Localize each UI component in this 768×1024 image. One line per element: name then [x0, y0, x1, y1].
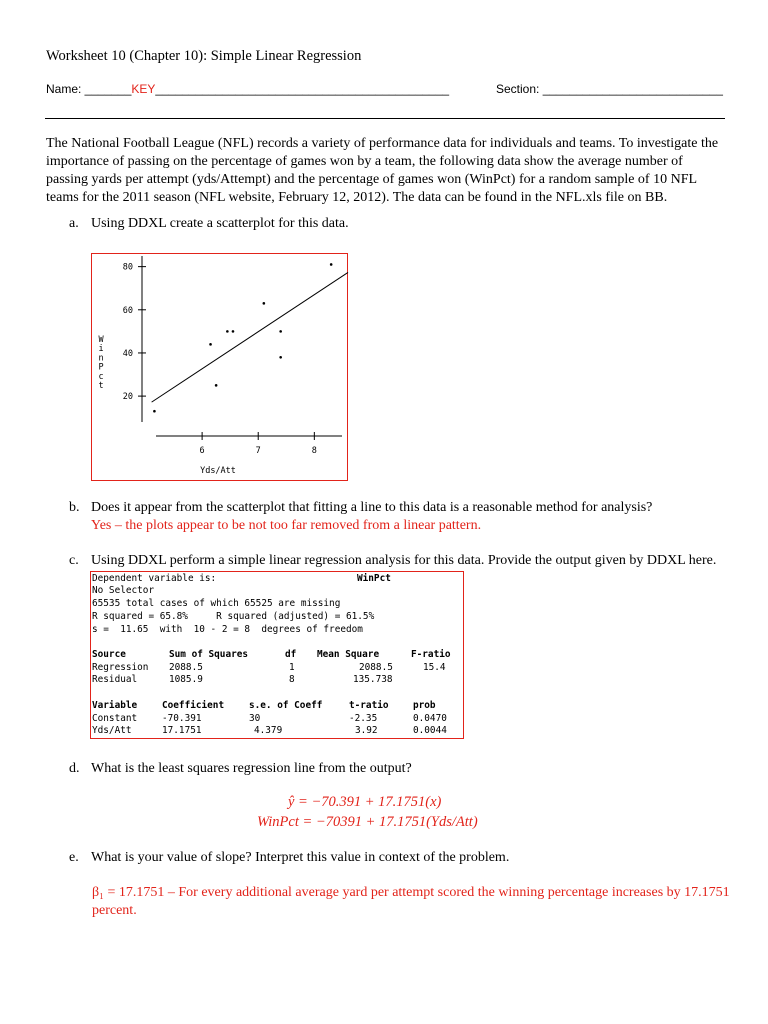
- coef-header-t: t-ratio: [349, 700, 389, 711]
- y-tick-label-40: 40: [122, 348, 133, 359]
- scatter-point: [226, 330, 229, 333]
- question-e: [69, 849, 509, 867]
- question-c-label: c.: [69, 553, 79, 568]
- answer-e-line1: β₁ = 17.1751 – For every additional average yard per attempt scored the winning percentage increases by 17.1751: [92, 885, 730, 900]
- anova-regression-f: 15.4: [423, 662, 446, 673]
- header-divider: [45, 118, 725, 119]
- dependent-variable-value: WinPct: [357, 573, 391, 584]
- anova-residual-ss: 1085.9: [169, 674, 203, 685]
- anova-header-ss: Sum of Squares: [169, 649, 249, 660]
- regression-line: [152, 272, 348, 402]
- coef-header-coefficient: Coefficient: [162, 700, 225, 711]
- y-axis-label-letter: i: [98, 344, 104, 355]
- y-tick-label-20: 20: [122, 392, 133, 403]
- anova-header-ms: Mean Square: [317, 649, 380, 660]
- section-field: Section: ___________________________: [496, 82, 723, 96]
- anova-residual-df: 8: [289, 674, 295, 685]
- anova-regression-ss: 2088.5: [169, 662, 203, 673]
- question-d: [69, 760, 412, 778]
- x-tick-label-8: 8: [311, 446, 317, 456]
- y-axis-label-letter: t: [98, 381, 104, 391]
- anova-regression-ms: 2088.5: [359, 662, 393, 673]
- scatter-point: [330, 263, 333, 266]
- name-value: KEY: [131, 82, 156, 96]
- coef-slope-name: Yds/Att: [92, 725, 132, 736]
- question-b-label: b.: [69, 500, 80, 515]
- y-tick-label-80: 80: [122, 262, 133, 273]
- cases-line: 65535 total cases of which 65525 are missing: [92, 598, 341, 609]
- selector-line: No Selector: [92, 585, 155, 596]
- anova-regression-source: Regression: [92, 662, 149, 673]
- question-a-text: Using DDXL create a scatterplot for this data.: [91, 216, 349, 231]
- coef-constant-t: -2.35: [349, 713, 378, 724]
- coef-header-variable: Variable: [92, 700, 138, 711]
- coef-constant-prob: 0.0470: [413, 713, 447, 724]
- coef-header-prob: prob: [413, 700, 436, 711]
- ddxl-output: [90, 571, 464, 739]
- answer-e-line2: percent.: [92, 903, 137, 918]
- scatter-point: [263, 302, 266, 305]
- anova-header-df: df: [285, 649, 297, 660]
- dependent-variable-label: Dependent variable is:: [92, 573, 217, 584]
- coef-slope-t: 3.92: [355, 725, 378, 736]
- r-squared-line: R squared = 65.8% R squared (adjusted) = 61.5%: [92, 611, 375, 622]
- name-line: ____________________________________________: [155, 82, 450, 96]
- name-field: [46, 82, 449, 96]
- scatterplot: [92, 254, 349, 482]
- worksheet-title: Worksheet 10 (Chapter 10): Simple Linear Regression: [46, 48, 362, 64]
- anova-header-source: Source: [92, 649, 126, 660]
- coef-slope-value: 17.1751: [162, 725, 202, 736]
- scatter-point: [153, 410, 156, 413]
- y-axis-label-letter: c: [98, 371, 104, 382]
- anova-residual-source: Residual: [92, 674, 138, 685]
- x-tick-label-7: 7: [255, 446, 261, 456]
- y-axis-label-letter: P: [98, 362, 104, 373]
- question-e-text: What is your value of slope? Interpret this value in context of the problem.: [91, 850, 510, 865]
- coef-slope-prob: 0.0044: [413, 725, 447, 736]
- coef-header-se: s.e. of Coeff: [249, 700, 323, 711]
- intro-paragraph: The National Football League (NFL) records a variety of performance data for individuals and teams. To investigate the importance of passing on the percentage of games won by a team, the following data show the average number of passing yards per attempt (yds/Attempt) and the percentage of games won (WinPct) for a random sample of 10 NFL teams for the 2011 season (NFL website, February 12, 2012). The data can be found in the NFL.xls file on BB.: [46, 136, 719, 205]
- anova-header-f: F-ratio: [411, 649, 451, 660]
- question-b: [69, 499, 652, 517]
- scatter-point: [209, 343, 212, 346]
- answer-e: [92, 884, 732, 920]
- question-c-text: Using DDXL perform a simple linear regression analysis for this data. Provide the output given by DDXL here.: [91, 553, 717, 568]
- coef-slope-se: 4.379: [254, 725, 283, 736]
- scatterplot-frame: [91, 253, 348, 481]
- std-error-line: s = 11.65 with 10 - 2 = 8 degrees of freedom: [92, 624, 363, 635]
- answer-b: Yes – the plots appear to be not too far removed from a linear pattern.: [91, 518, 482, 533]
- y-axis-label-letter: n: [98, 353, 104, 364]
- x-axis-label: Yds/Att: [200, 466, 236, 476]
- question-a-label: a.: [69, 216, 79, 231]
- scatter-point: [279, 356, 282, 359]
- question-b-text: Does it appear from the scatterplot that fitting a line to this data is a reasonable method for analysis?: [91, 500, 653, 515]
- coef-constant-se: 30: [249, 713, 261, 724]
- coef-constant-value: -70.391: [162, 713, 202, 724]
- y-tick-label-60: 60: [122, 305, 133, 316]
- question-c: [69, 552, 716, 570]
- name-label: Name: _______: [46, 82, 132, 96]
- question-a: [69, 215, 349, 233]
- scatter-point: [232, 330, 235, 333]
- question-e-label: e.: [69, 850, 79, 865]
- coef-constant-name: Constant: [92, 713, 138, 724]
- question-d-label: d.: [69, 761, 80, 776]
- scatter-point: [215, 384, 218, 387]
- anova-residual-ms: 135.738: [353, 674, 393, 685]
- anova-regression-df: 1: [289, 662, 295, 673]
- regression-equation-context: WinPct = −70391 + 17.1751(Yds/Att): [257, 814, 478, 830]
- question-d-text: What is the least squares regression line from the output?: [91, 761, 412, 776]
- x-tick-label-6: 6: [199, 446, 205, 456]
- regression-equation-symbolic: ŷ = −70.391 + 17.1751(x): [288, 794, 442, 810]
- scatter-point: [279, 330, 282, 333]
- y-axis-label-letter: W: [98, 335, 104, 345]
